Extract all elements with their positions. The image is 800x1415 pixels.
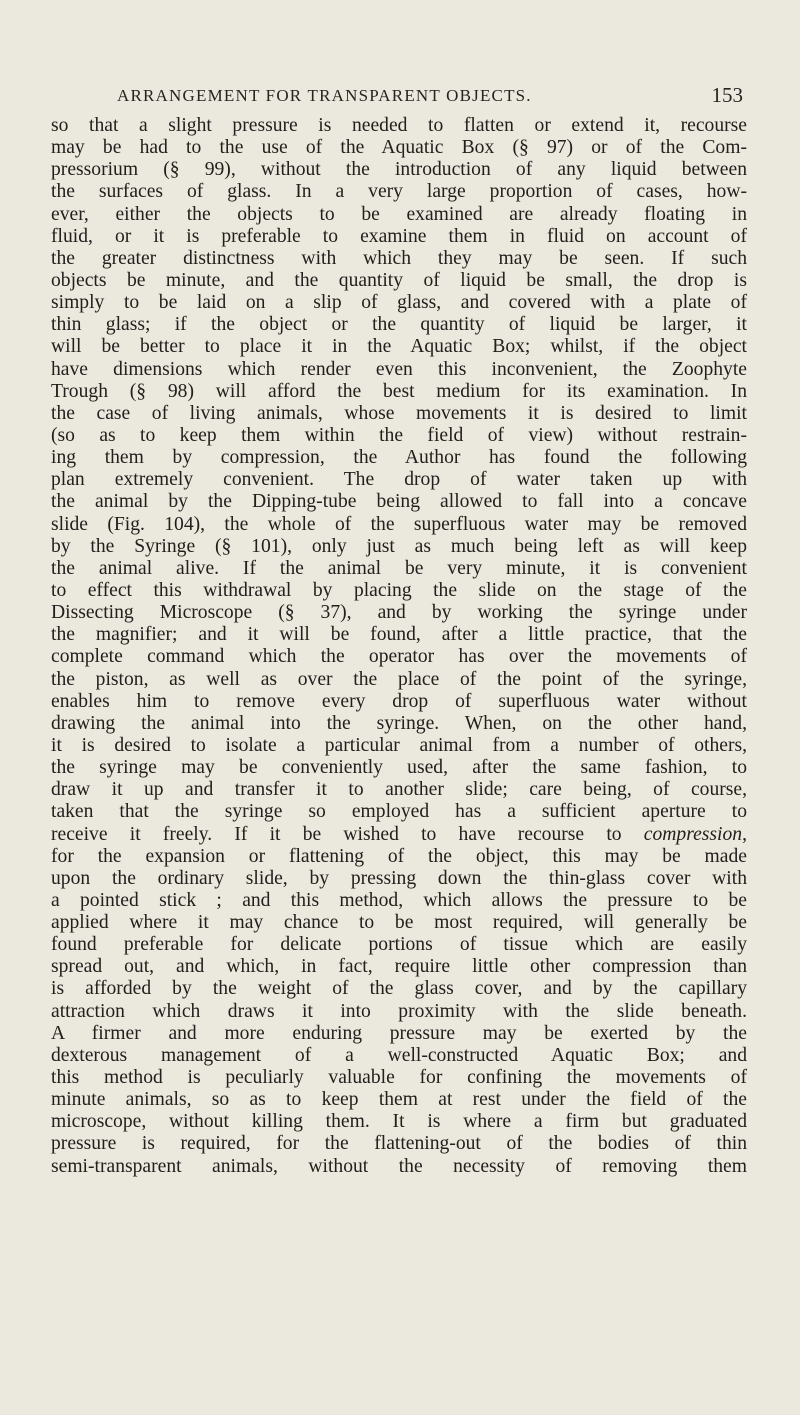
text-line: ever, either the objects to be examined are already floating in — [51, 203, 747, 225]
text-line: thin glass; if the object or the quantity of liquid be larger, it — [51, 314, 747, 336]
text-line: the animal alive. If the animal be very minute, it is convenient — [51, 557, 747, 579]
text-line: will be better to place it in the Aquatic Box; whilst, if the object — [51, 336, 747, 358]
text-line: pressure is required, for the flattening-out of the bodies of thin — [51, 1133, 747, 1155]
text-line: so that a slight pressure is needed to flatten or extend it, recourse — [51, 115, 747, 136]
text-line: draw it up and transfer it to another slide; care being, of course, — [51, 779, 747, 801]
text-line: minute animals, so as to keep them at rest under the field of the — [51, 1089, 747, 1111]
text-line: pressorium (§ 99), without the introduction of any liquid between — [51, 159, 747, 181]
text-line: the greater distinctness with which they may be seen. If such — [51, 247, 747, 269]
body-text — [51, 115, 747, 1178]
page-header — [117, 83, 743, 110]
text-line: is afforded by the weight of the glass cover, and by the capillary — [51, 978, 747, 1000]
text-line: plan extremely convenient. The drop of water taken up with — [51, 469, 747, 491]
text-line: to effect this withdrawal by placing the slide on the stage of the — [51, 579, 747, 601]
text-line: spread out, and which, in fact, require little other compression than — [51, 956, 747, 978]
text-line — [51, 824, 747, 846]
text-line: complete command which the operator has over the movements of — [51, 646, 747, 668]
text-line: objects be minute, and the quantity of liquid be small, the drop is — [51, 269, 747, 291]
text-segment: receive it freely. If it be wished to have recourse to — [51, 823, 644, 845]
text-line: drawing the animal into the syringe. When, on the other hand, — [51, 712, 747, 734]
text-line: the magnifier; and it will be found, after a little practice, that the — [51, 624, 747, 646]
text-line: the piston, as well as over the place of the point of the syringe, — [51, 668, 747, 690]
text-line: found preferable for delicate portions of tissue which are easily — [51, 934, 747, 956]
text-line: have dimensions which render even this inconvenient, the Zoophyte — [51, 358, 747, 380]
text-line: simply to be laid on a slip of glass, and covered with a plate of — [51, 292, 747, 314]
text-line: semi-transparent animals, without the necessity of removing them — [51, 1155, 747, 1177]
text-line: ing them by compression, the Author has found the following — [51, 447, 747, 469]
text-line: A firmer and more enduring pressure may be exerted by the — [51, 1022, 747, 1044]
italic-term: compression — [643, 823, 743, 845]
page-number: 153 — [711, 83, 743, 107]
running-head: ARRANGEMENT FOR TRANSPARENT OBJECTS. — [117, 86, 532, 105]
text-line: attraction which draws it into proximity with the slide beneath. — [51, 1000, 747, 1022]
text-line: fluid, or it is preferable to examine them in fluid on account of — [51, 225, 747, 247]
text-line: microscope, without killing them. It is where a firm but graduated — [51, 1111, 747, 1133]
text-line: the syringe may be conveniently used, after the same fashion, to — [51, 757, 747, 779]
text-line: the case of living animals, whose movements it is desired to limit — [51, 402, 747, 424]
text-line: a pointed stick ; and this method, which allows the pressure to be — [51, 889, 747, 911]
text-line: Trough (§ 98) will afford the best medium for its examination. In — [51, 380, 747, 402]
text-line: applied where it may chance to be most required, will generally be — [51, 912, 747, 934]
text-segment: , — [742, 823, 747, 845]
text-line: it is desired to isolate a particular animal from a number of others, — [51, 734, 747, 756]
text-line: enables him to remove every drop of superfluous water without — [51, 690, 747, 712]
text-line: upon the ordinary slide, by pressing down the thin-glass cover with — [51, 867, 747, 889]
text-line: slide (Fig. 104), the whole of the superfluous water may be removed — [51, 513, 747, 535]
text-line: (so as to keep them within the field of view) without restrain- — [51, 424, 747, 446]
text-line: by the Syringe (§ 101), only just as much being left as will keep — [51, 535, 747, 557]
text-line: dexterous management of a well-constructed Aquatic Box; and — [51, 1044, 747, 1066]
text-line: the animal by the Dipping-tube being allowed to fall into a concave — [51, 491, 747, 513]
text-line: taken that the syringe so employed has a sufficient aperture to — [51, 801, 747, 823]
text-line: Dissecting Microscope (§ 37), and by working the syringe under — [51, 602, 747, 624]
text-line: for the expansion or flattening of the object, this may be made — [51, 845, 747, 867]
text-line: may be had to the use of the Aquatic Box (§ 97) or of the Com- — [51, 137, 747, 159]
text-line: the surfaces of glass. In a very large proportion of cases, how- — [51, 181, 747, 203]
text-line: this method is peculiarly valuable for confining the movements of — [51, 1067, 747, 1089]
